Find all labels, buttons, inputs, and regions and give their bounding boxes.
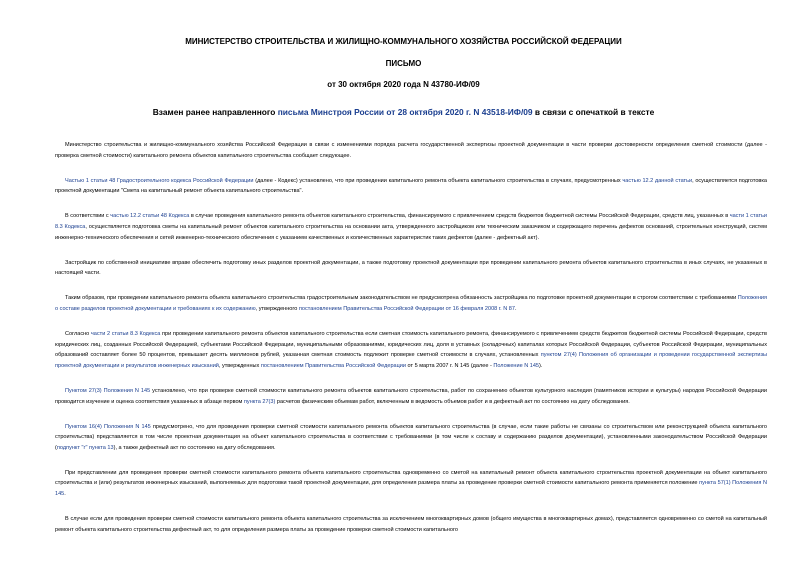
paragraph: [55, 329, 767, 371]
paragraph: [55, 468, 767, 500]
subtitle-text-end: в связи с опечаткой в тексте: [532, 107, 655, 117]
reference-link[interactable]: Положение N 145: [493, 362, 539, 369]
paragraph-text: , утвержденного: [255, 305, 299, 312]
paragraph-text: Застройщик по собственной инициативе вправе обеспечить подготовку иных разделов проектной документации, а также подготовку проектной документации при проведении капитального ремонта объектов капитального строительства в иных случаях, не указанных в настоящей части.: [55, 259, 767, 277]
reference-link[interactable]: Пунктом 27(3) Положения N 145: [65, 387, 151, 394]
reference-link[interactable]: Положения о составе разделов проектной документации и требованиях к их содержанию: [55, 295, 767, 312]
paragraph-text: ).: [539, 362, 543, 369]
paragraph-text: , осуществляется подготовка проектной документации "Смета на капитальный ремонт объекта капитального строительства".: [55, 177, 768, 195]
paragraph: [55, 258, 767, 279]
document-date-number: от 30 октября 2020 года N 43780-ИФ/09: [327, 80, 480, 89]
paragraph-text: (далее - Кодекс) установлено, что при проведении капитального ремонта объекта капитального строительства в случаях, предусмотренных: [253, 177, 623, 184]
paragraph-text: предусмотрено, что для проведения проверки сметной стоимости капитального ремонта объектов капитального строительства (в случае, если такие работы не связаны со строительством или реконструкцией объекта капитального строительства) представляется в том числе проектная документация на объект капитального строительства в соответствии с требованиями (в том числе к составу и содержанию разделов документации), установленными законодательством Российской Федерации (: [55, 423, 768, 451]
reference-link[interactable]: частью 12.2 статьи 48 Кодекса: [110, 213, 190, 220]
reference-link[interactable]: постановлением Правительства Российской Федерации: [260, 362, 406, 369]
paragraph-text: В соответствии с: [65, 213, 111, 220]
paragraph: [55, 140, 767, 161]
paragraph-text: от 5 марта 2007 г. N 145 (далее -: [406, 362, 494, 369]
reference-link[interactable]: пунктом 27(4) Положения об организации и проведении государственной экспертизы проектной документации и результатов инженерных изысканий: [55, 352, 767, 369]
paragraph: [55, 293, 767, 314]
paragraph-text: установлено, что при проверке сметной стоимости капитального ремонта объектов капитального строительства, работ по сохранению объектов культурного наследия (памятников истории и культуры) народов Российской Федерации проводится изучение и оценка соответствия указанных в абзаце первом: [55, 387, 768, 405]
reference-link[interactable]: пункта 27(3): [243, 398, 276, 405]
paragraph-text: .: [64, 491, 66, 498]
reference-link[interactable]: пункта 57(1) Положения N 145: [55, 480, 767, 498]
paragraph: [55, 422, 767, 454]
reference-link[interactable]: подпункт "г" пункта 13: [56, 444, 114, 451]
paragraph-text: Таким образом, при проведении капитального ремонта объекта капитального строительства градостроительным законодательством не предусмотрена обязанность застройщика по подготовке проектной документации в строгом соответствии с требованиями: [65, 295, 738, 302]
paragraph-text: при проведении капитального ремонта объектов капитального строительства если сметная стоимость капитального ремонта, финансируемого с привлечением средств бюджетов бюджетной системы Российской Федерации, средств юридических лиц, созданных Российской Федерацией, субъектами Российской Федерации, муниципальными образованиями, юридических лиц, доля в уставных (складочных) капиталах которых Российской Федерации, субъектов Российской Федерации, муниципальных образований составляет более 50 процентов, превышает десять миллионов рублей, указанная сметная стоимость подлежит проверке сметной стоимости в случаях, установленных: [55, 331, 767, 359]
paragraph: [55, 386, 767, 407]
reference-link[interactable]: Пунктом 16(4) Положения N 145: [65, 423, 151, 430]
reference-link[interactable]: частью 12.2 данной статьи: [622, 177, 693, 184]
reference-link[interactable]: Частью 1 статьи 48 Градостроительного кодекса Российской Федерации: [65, 177, 254, 184]
paragraph-text: , осуществляется подготовка сметы на капитальный ремонт объектов капитального строительства на основании акта, утвержденного застройщиком или техническим заказчиком и содержащего перечень дефектов оснований, строительных конструкций, систем инженерно-технического обеспечения и сетей инженерно-технического обеспечения с указанием качественных и количественных характеристик таких дефектов (далее - дефектный акт).: [55, 223, 767, 241]
paragraph-text: В случае если для проведения проверки сметной стоимости капитального ремонта объекта капитального строительства за исключением многоквартирных домов (общего имущества в многоквартирных домах), представляется одновременно со сметой на капитальный ремонт объекта капитального строительства дефектный акт, то для определения размера платы за проведение проверки сметной стоимости капитального: [55, 516, 767, 533]
paragraph-text: расчетов физическим объемам работ, включенным в ведомость объемов работ и в дефектный акт по состоянию на дату обследования.: [275, 398, 630, 405]
paragraph-text: Согласно: [65, 331, 91, 338]
paragraph-text: .: [514, 305, 517, 312]
reference-link[interactable]: части 2 статьи 8.3 Кодекса: [90, 331, 161, 338]
previous-letter-link[interactable]: письма Минстроя России от 28 октября 2020 г. N 43518-ИФ/09: [277, 107, 533, 117]
reference-link[interactable]: части 1 статьи 8.3 Кодекса: [55, 213, 768, 230]
document-subtitle: [0, 107, 807, 117]
paragraph-text: в случае проведения капитального ремонта объектов капитального строительства, финансируемого с привлечением средств бюджетов бюджетной системы Российской Федерации, средств лиц, указанных в: [189, 213, 730, 220]
paragraph-text: Министерство строительства и жилищно-коммунального хозяйства Российской Федерации в связи с изменениями порядка расчета государственной экспертизы проектной документации в части проверки достоверности определения сметной стоимости (далее - проверка сметной стоимости) капитального ремонта объектов капитального строительства сообщает следующее.: [55, 142, 767, 159]
paragraph-text: ), а также дефектный акт по состоянию на дату обследования.: [113, 444, 276, 451]
subtitle-text: Взамен ранее направленного: [152, 107, 278, 117]
paragraph-text: , утвержденных: [218, 362, 261, 369]
document-type: ПИСЬМО: [385, 59, 422, 68]
document-body: [55, 140, 767, 535]
paragraph: [55, 514, 767, 535]
paragraph: [55, 211, 767, 243]
paragraph: [55, 176, 767, 197]
reference-link[interactable]: постановлением Правительства Российской Федерации от 16 февраля 2008 г. N 87: [298, 305, 515, 312]
paragraph-text: При представлении для проведения проверки сметной стоимости капитального ремонта объекта капитального строительства одновременно со сметой на капитальный ремонт объекта капитального строительства проектной документации на объект капитального строительства и (или) результатов инженерных изысканий, выполняемых для подготовки такой проектной документации, для определения размера платы за проведение проверки сметной стоимости капитального ремонта применяется положение: [55, 469, 767, 487]
ministry-heading: МИНИСТЕРСТВО СТРОИТЕЛЬСТВА И ЖИЛИЩНО-КОММУНАЛЬНОГО ХОЗЯЙСТВА РОССИЙСКОЙ ФЕДЕРАЦИИ: [185, 37, 622, 46]
